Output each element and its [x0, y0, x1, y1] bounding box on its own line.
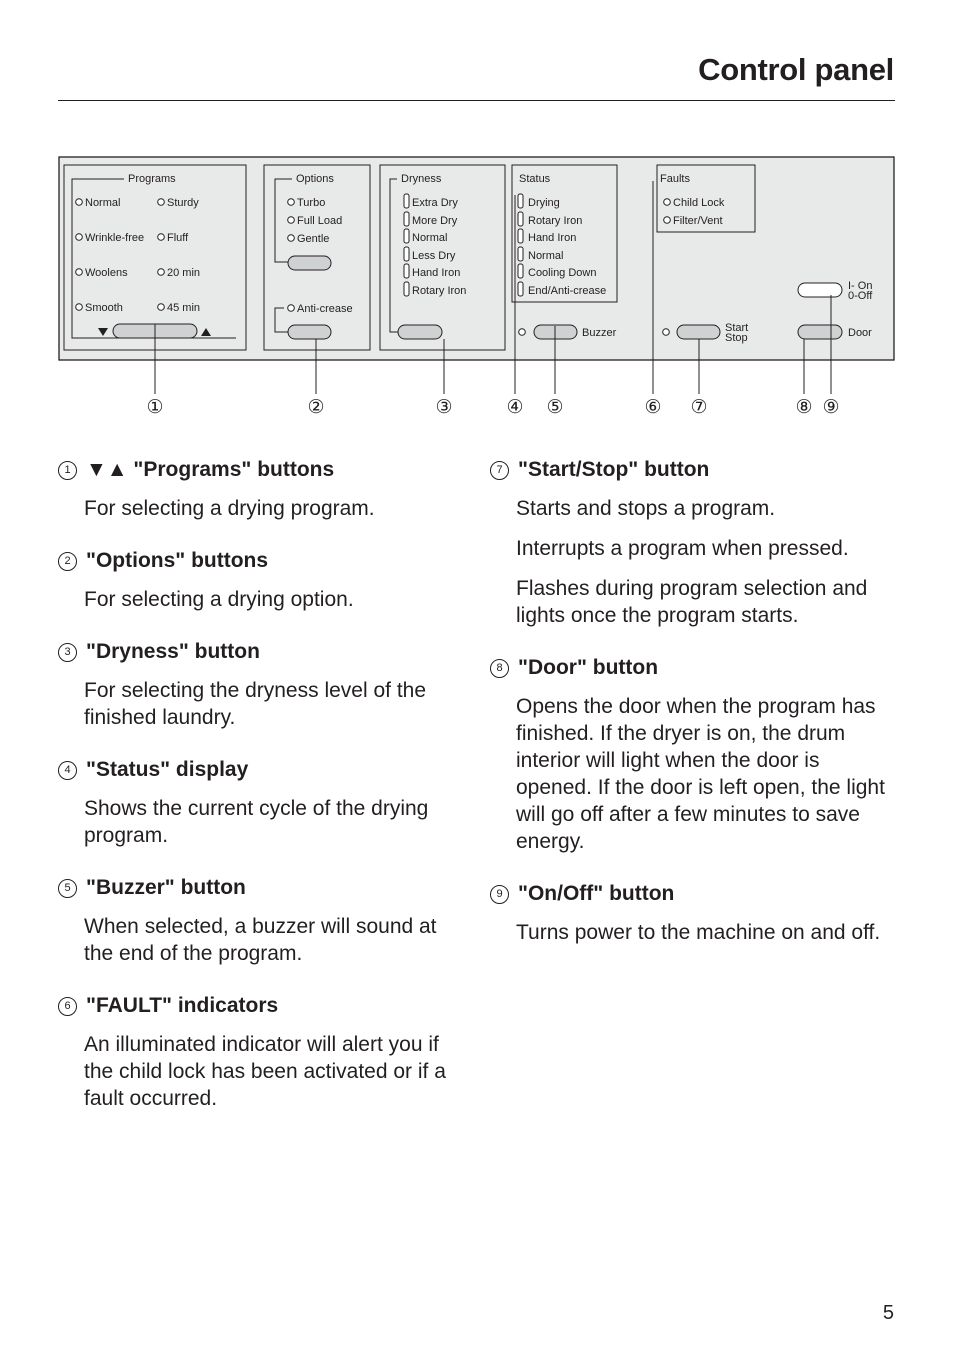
dryness-title: Dryness — [401, 173, 442, 185]
entry-text: Opens the door when the program has finished. If the dryer is on, the drum interior will light when the door is opened. If the door is left open, the light will go off after a few minutes to save energy. — [516, 695, 885, 853]
entry-fault — [58, 991, 468, 1112]
status-item: Normal — [528, 250, 564, 262]
entry-title: "Buzzer" button — [86, 876, 246, 899]
entry-text: Starts and stops a program. — [516, 497, 776, 520]
callout-1: ① — [146, 397, 164, 418]
start-stop-button — [677, 325, 720, 339]
option-item: Full Load — [297, 215, 343, 227]
left-column — [58, 455, 468, 1136]
callout-2: ② — [307, 397, 325, 418]
fault-item: Child Lock — [673, 197, 725, 209]
options-title: Options — [296, 173, 334, 185]
entry-text: For selecting a drying option. — [84, 588, 354, 611]
entry-start-stop — [490, 455, 900, 629]
program-option: Woolens — [85, 267, 128, 279]
number-badge: 5 — [58, 879, 77, 898]
option-item: Gentle — [297, 233, 330, 245]
program-option: Sturdy — [167, 197, 199, 209]
dryness-item: Rotary Iron — [412, 285, 467, 297]
entry-title: "On/Off" button — [518, 882, 675, 905]
entry-on-off — [490, 879, 900, 946]
entry-text: An illuminated indicator will alert you if the child lock has been activated or if a fault occurred. — [84, 1033, 446, 1110]
program-option: Smooth — [85, 302, 123, 314]
entry-status — [58, 755, 468, 849]
dryness-item: Less Dry — [412, 250, 456, 262]
entry-title: "Dryness" button — [86, 640, 260, 663]
number-badge: 3 — [58, 643, 77, 662]
stop-label: Stop — [725, 332, 748, 344]
number-badge: 7 — [490, 461, 509, 480]
entry-title: "Options" buttons — [86, 549, 269, 572]
number-badge: 1 — [58, 461, 77, 480]
control-panel-diagram — [58, 150, 896, 430]
right-column — [490, 455, 900, 970]
program-option: 45 min — [167, 302, 201, 314]
callout-8: ⑧ — [795, 397, 813, 418]
faults-title: Faults — [660, 173, 690, 185]
dryness-item: Extra Dry — [412, 197, 458, 209]
page-title: Control panel — [698, 52, 894, 87]
entry-text: Shows the current cycle of the drying program. — [84, 797, 429, 847]
entry-title: "Door" button — [518, 656, 659, 679]
start-label: Start — [725, 322, 749, 334]
callout-7: ⑦ — [690, 397, 708, 418]
status-item: End/Anti-crease — [528, 285, 607, 297]
dryness-item: Hand Iron — [412, 267, 461, 279]
entry-door — [490, 653, 900, 855]
program-option: Fluff — [167, 232, 189, 244]
dryness-item: More Dry — [412, 215, 458, 227]
page-number: 5 — [882, 1302, 894, 1324]
entry-programs — [58, 455, 468, 522]
status-item: Drying — [528, 197, 560, 209]
dryness-item: Normal — [412, 232, 448, 244]
status-title: Status — [519, 173, 551, 185]
entry-buzzer — [58, 873, 468, 967]
entry-title: "FAULT" indicators — [86, 994, 279, 1017]
status-item: Hand Iron — [528, 232, 577, 244]
entry-title: "Start/Stop" button — [518, 458, 710, 481]
anticrease-label: Anti-crease — [297, 303, 353, 315]
number-badge: 2 — [58, 552, 77, 571]
status-item: Cooling Down — [528, 267, 597, 279]
callout-4: ④ — [506, 397, 524, 418]
options-button — [288, 256, 331, 270]
entry-text: When selected, a buzzer will sound at the end of the program. — [84, 915, 437, 965]
door-button — [798, 325, 842, 339]
entry-title: ▼▲ "Programs" buttons — [86, 458, 335, 481]
entry-options — [58, 546, 468, 613]
program-option: Wrinkle-free — [85, 232, 145, 244]
callout-5: ⑤ — [546, 397, 564, 418]
entry-text: Turns power to the machine on and off. — [516, 921, 881, 944]
callout-9: ⑨ — [822, 397, 840, 418]
entry-dryness — [58, 637, 468, 731]
status-item: Rotary Iron — [528, 215, 583, 227]
fault-item: Filter/Vent — [673, 215, 723, 227]
dryness-button — [398, 325, 442, 339]
buzzer-label: Buzzer — [582, 327, 617, 339]
on-label: I- On — [848, 280, 873, 292]
number-badge: 8 — [490, 659, 509, 678]
title-rule — [58, 100, 895, 101]
on-off-button — [798, 283, 842, 297]
entry-text: For selecting the dryness level of the finished laundry. — [84, 679, 427, 729]
number-badge: 9 — [490, 885, 509, 904]
entry-title: "Status" display — [86, 758, 249, 781]
programs-title: Programs — [128, 173, 176, 185]
option-item: Turbo — [297, 197, 326, 209]
number-badge: 6 — [58, 997, 77, 1016]
callout-3: ③ — [435, 397, 453, 418]
entry-text: Interrupts a program when pressed. — [516, 537, 849, 560]
number-badge: 4 — [58, 761, 77, 780]
anticrease-button — [288, 325, 331, 339]
off-label: 0-Off — [848, 290, 873, 302]
callout-6: ⑥ — [644, 397, 662, 418]
program-option: Normal — [85, 197, 121, 209]
entry-text: Flashes during program selection and lights once the program starts. — [516, 577, 868, 627]
door-label: Door — [848, 327, 872, 339]
entry-text: For selecting a drying program. — [84, 497, 375, 520]
program-option: 20 min — [167, 267, 201, 279]
